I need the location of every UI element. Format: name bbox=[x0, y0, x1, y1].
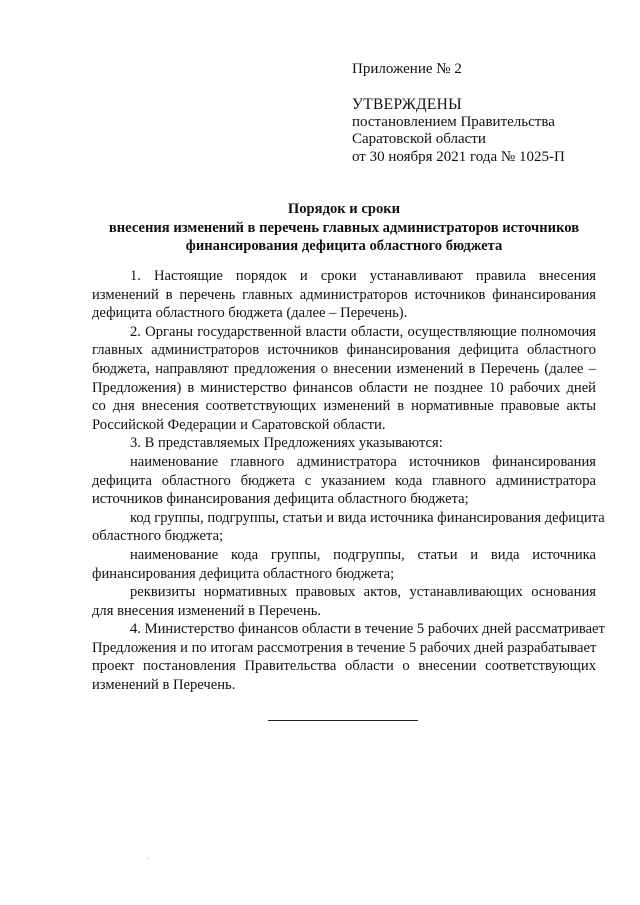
list-item-4 bbox=[92, 583, 596, 620]
paragraph-2-line: Российской Федерации и Саратовской области. bbox=[92, 416, 386, 433]
appendix-label: Приложение № 2 bbox=[352, 61, 462, 77]
approved-by-line-2: Саратовской области bbox=[352, 131, 486, 147]
scan-speck bbox=[148, 858, 149, 859]
list-item-2 bbox=[92, 509, 605, 546]
list-item-4-line: реквизиты нормативных правовых актов, устанавливающих основания bbox=[130, 584, 596, 601]
approved-heading: УТВЕРЖДЕНЫ bbox=[352, 96, 462, 113]
title-line-3: финансирования дефицита областного бюджета bbox=[185, 238, 503, 254]
list-item-3-line: наименование кода группы, подгруппы, статьи и вида источника bbox=[130, 546, 596, 563]
paragraph-4-line: проект постановления Правительства области о внесении соответствующих bbox=[92, 658, 596, 675]
approved-date: от 30 ноября 2021 года № 1025-П bbox=[352, 148, 565, 165]
list-item-4-line: для внесения изменений в Перечень. bbox=[92, 602, 322, 619]
title-line-1: Порядок и сроки bbox=[287, 201, 401, 217]
paragraph-1-line bbox=[92, 267, 596, 286]
paragraph-2-line: 2. Органы государственной власти области, осуществляющие полномочия bbox=[130, 323, 596, 340]
list-item-1-line: наименование главного администратора источников финансирования bbox=[130, 453, 596, 470]
list-item-1-line: дефицита областного бюджета с указанием кода главного администратора bbox=[92, 472, 596, 489]
document-title bbox=[92, 200, 596, 256]
document-body bbox=[92, 267, 605, 695]
paragraph-2 bbox=[92, 323, 596, 435]
list-item-2-line: областного бюджета; bbox=[92, 528, 224, 545]
list-item-1 bbox=[92, 453, 596, 509]
list-item-2-line: код группы, подгруппы, статьи и вида источника финансирования дефицита bbox=[130, 509, 605, 526]
list-item-3-line: финансирования дефицита областного бюджета; bbox=[92, 565, 395, 582]
end-divider bbox=[268, 720, 418, 721]
paragraph-1 bbox=[92, 267, 596, 323]
paragraph-2-line: бюджета, направляют предложения о внесении изменений в Перечень (далее – bbox=[92, 360, 596, 377]
list-item-3 bbox=[92, 546, 596, 583]
paragraph-3 bbox=[92, 434, 596, 453]
approved-by-line-1: постановлением Правительства bbox=[352, 113, 555, 130]
paragraph-1-line: изменений в перечень главных администраторов источников финансирования bbox=[92, 286, 596, 303]
paragraph-4-line: 4. Министерство финансов области в течение 5 рабочих дней рассматривает bbox=[130, 621, 605, 638]
title-line-2: внесения изменений в перечень главных администраторов источников bbox=[108, 219, 580, 236]
paragraph-2-line: главных администраторов источников финансирования дефицита областного bbox=[92, 342, 596, 359]
paragraph-4 bbox=[92, 620, 605, 694]
paragraph-4-line: изменений в Перечень. bbox=[92, 677, 236, 694]
paragraph-2-line: со дня внесения соответствующих изменений в нормативные правовые акты bbox=[92, 398, 596, 415]
text-run: 1. Настоящие порядок и сроки устанавливают правила внесения bbox=[130, 268, 596, 284]
paragraph-4-line: Предложения и по итогам рассмотрения в течение 5 рабочих дней разрабатывает bbox=[92, 639, 597, 656]
paragraph-1-line: дефицита областного бюджета (далее – Перечень). bbox=[92, 305, 408, 322]
approval-block bbox=[352, 96, 565, 166]
paragraph-3-line: 3. В представляемых Предложениях указываются: bbox=[130, 435, 443, 452]
paragraph-2-line: Предложения) в министерство финансов области не позднее 10 рабочих дней bbox=[92, 379, 596, 396]
list-item-1-line: источников финансирования дефицита областного бюджета; bbox=[92, 491, 469, 508]
